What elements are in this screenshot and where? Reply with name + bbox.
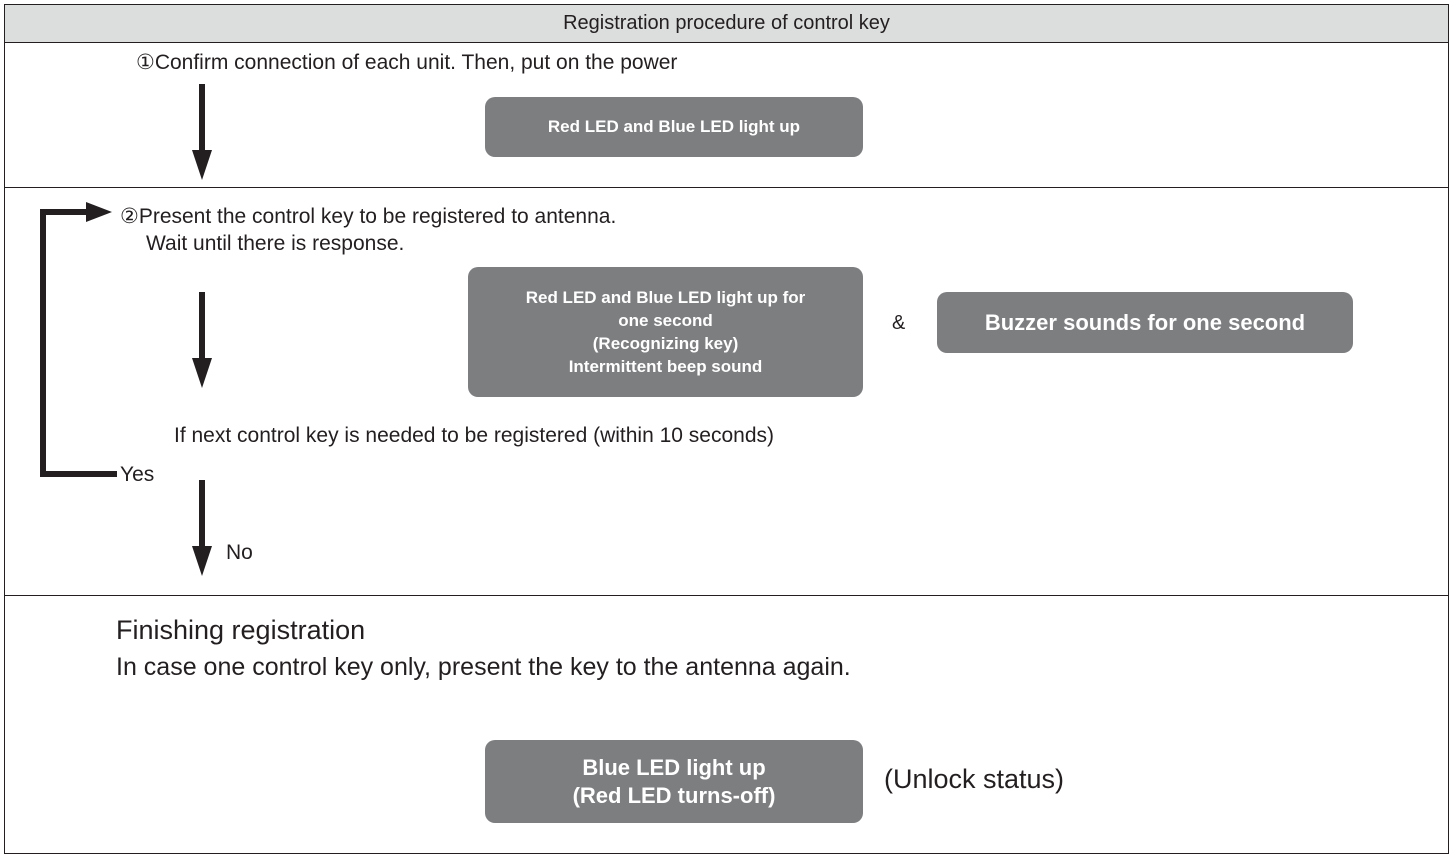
step2-line2: Wait until there is response. <box>146 232 405 255</box>
finish-status-line: (Red LED turns-off) <box>572 782 776 808</box>
ampersand: & <box>892 312 906 334</box>
no-label: No <box>226 541 253 564</box>
arrow-down-3-head <box>192 546 212 576</box>
arrow-down-2-shaft <box>199 292 205 364</box>
yes-label: Yes <box>120 463 155 486</box>
buzzer-text: Buzzer sounds for one second <box>984 309 1306 335</box>
step2-status-line: (Recognizing key) <box>592 334 739 353</box>
arrow-down-1-head <box>192 150 212 180</box>
loop-arrow-head <box>86 202 112 222</box>
loop-bottom-line <box>40 471 117 477</box>
unlock-status-text: (Unlock status) <box>884 764 1065 794</box>
arrow-down-3-shaft <box>199 480 205 552</box>
arrow-down-1-shaft <box>199 84 205 156</box>
step1-status-text: Red LED and Blue LED light up <box>547 117 801 136</box>
step2-status-line: Intermittent beep sound <box>568 357 763 376</box>
step2-status-line: one second <box>618 311 713 330</box>
finish-text: In case one control key only, present the key to the antenna again. <box>116 653 851 681</box>
step1-text: ①Confirm connection of each unit. Then, put on the power <box>136 51 678 74</box>
finish-heading: Finishing registration <box>116 615 366 645</box>
diagram-title: Registration procedure of control key <box>5 5 1448 42</box>
step2-line1: ②Present the control key to be registered to antenna. <box>120 205 617 228</box>
loop-top-line <box>40 209 90 215</box>
step2-status-line: Red LED and Blue LED light up for <box>525 288 806 307</box>
decision-question: If next control key is needed to be registered (within 10 seconds) <box>174 424 774 447</box>
loop-left-line <box>40 209 46 477</box>
arrow-down-2-head <box>192 358 212 388</box>
finish-status-line: Blue LED light up <box>582 754 766 780</box>
